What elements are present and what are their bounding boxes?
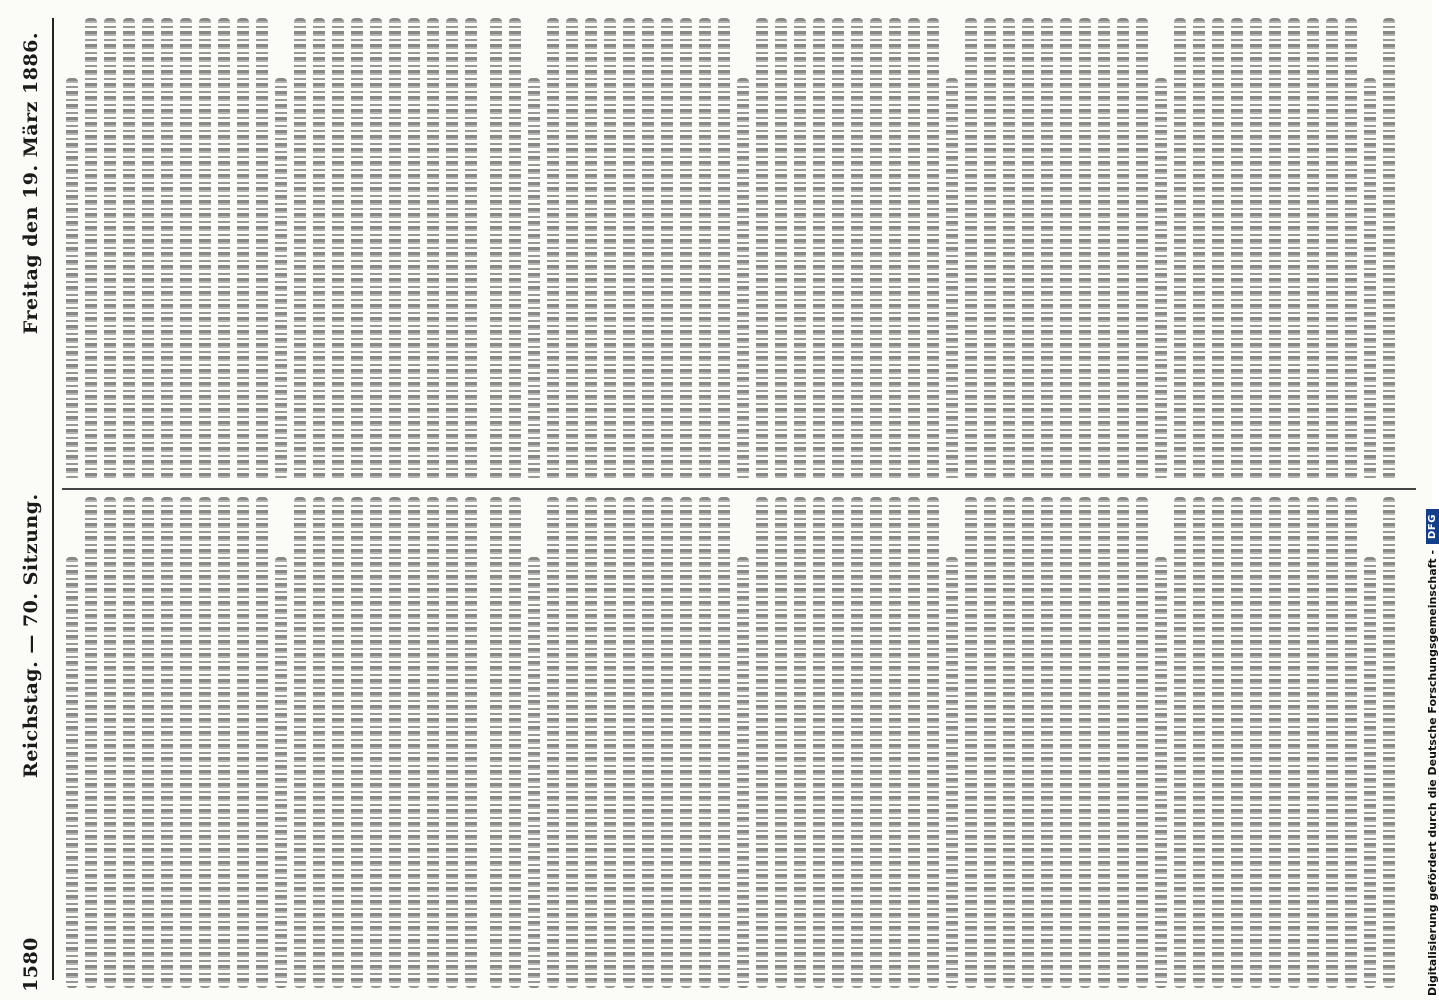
digitization-credit (1426, 0, 1439, 996)
text-line (642, 18, 654, 480)
text-line (832, 18, 844, 480)
text-line (294, 18, 306, 480)
text-line (256, 18, 268, 480)
text-line (161, 18, 173, 480)
text-line (1288, 18, 1300, 480)
text-line (585, 18, 597, 480)
text-line (1193, 18, 1205, 480)
text-line (180, 497, 192, 988)
text-line (427, 497, 439, 988)
text-line (775, 497, 787, 988)
text-line (1345, 18, 1357, 480)
text-line (1212, 497, 1224, 988)
text-line (927, 18, 939, 480)
session-title: Reichstag. — 70. Sitzung. (20, 493, 42, 778)
text-line (446, 18, 458, 480)
text-line (218, 497, 230, 988)
text-line (275, 557, 287, 988)
text-line (1117, 18, 1129, 480)
text-line (984, 497, 996, 988)
text-line (142, 18, 154, 480)
session-date: Freitag den 19. März 1886. (20, 32, 42, 335)
text-line (775, 18, 787, 480)
text-line (737, 78, 749, 480)
text-line (313, 497, 325, 988)
text-line (889, 18, 901, 480)
text-line (85, 497, 97, 988)
text-line (927, 497, 939, 988)
text-line (908, 18, 920, 480)
text-line (218, 18, 230, 480)
text-line (1174, 18, 1186, 480)
text-line (1345, 497, 1357, 988)
text-line (490, 18, 502, 480)
text-line (1364, 78, 1376, 480)
text-line (446, 497, 458, 988)
text-line (1212, 18, 1224, 480)
text-line (1041, 497, 1053, 988)
text-line (813, 497, 825, 988)
text-line (661, 18, 673, 480)
text-line (851, 497, 863, 988)
text-line (1098, 497, 1110, 988)
text-line (1098, 18, 1110, 480)
text-line (528, 78, 540, 480)
text-line (680, 497, 692, 988)
text-line (509, 18, 521, 480)
text-line (528, 557, 540, 988)
text-line (351, 18, 363, 480)
text-line (199, 18, 211, 480)
text-line (370, 497, 382, 988)
text-line (718, 497, 730, 988)
text-line (1307, 18, 1319, 480)
text-line (1155, 557, 1167, 988)
text-line (408, 497, 420, 988)
text-line (813, 18, 825, 480)
text-line (1117, 497, 1129, 988)
text-line (870, 497, 882, 988)
text-line (1288, 497, 1300, 988)
text-line (1060, 497, 1072, 988)
credit-text: Digitalisierung gefördert durch die Deutsche Forschungsgemeinschaft - (1426, 549, 1439, 996)
text-line (1364, 557, 1376, 988)
text-line (889, 497, 901, 988)
text-line (680, 18, 692, 480)
text-line (1079, 18, 1091, 480)
text-line (1155, 78, 1167, 480)
text-line (180, 18, 192, 480)
text-line (1174, 497, 1186, 988)
text-line (1003, 18, 1015, 480)
text-line (465, 18, 477, 480)
text-line (699, 18, 711, 480)
text-line (66, 557, 78, 988)
text-line (490, 497, 502, 988)
text-line (408, 18, 420, 480)
text-line (389, 18, 401, 480)
text-line (465, 497, 477, 988)
text-line (756, 497, 768, 988)
text-line (237, 18, 249, 480)
text-line (623, 18, 635, 480)
text-line (389, 497, 401, 988)
text-line (123, 497, 135, 988)
text-line (1136, 497, 1148, 988)
text-line (870, 18, 882, 480)
text-line (1250, 497, 1262, 988)
text-line (370, 18, 382, 480)
text-line (104, 18, 116, 480)
text-line (1041, 18, 1053, 480)
text-line (547, 497, 559, 988)
text-line (718, 18, 730, 480)
text-line (332, 497, 344, 988)
text-line (1383, 497, 1395, 988)
text-line (946, 78, 958, 480)
text-line (1269, 18, 1281, 480)
text-line (1307, 497, 1319, 988)
text-line (851, 18, 863, 480)
text-line (237, 497, 249, 988)
text-line (585, 497, 597, 988)
text-line (1003, 497, 1015, 988)
text-line (1250, 18, 1262, 480)
text-line (1383, 18, 1395, 480)
dfg-logo: DFG (1426, 509, 1439, 544)
text-line (509, 497, 521, 988)
text-line (1193, 497, 1205, 988)
page-number: 1580 (20, 937, 42, 992)
text-line (604, 18, 616, 480)
text-line (604, 497, 616, 988)
text-line (1269, 497, 1281, 988)
text-line (908, 497, 920, 988)
text-line (199, 497, 211, 988)
text-line (566, 18, 578, 480)
text-line (1231, 497, 1243, 988)
text-line (1326, 497, 1338, 988)
text-line (661, 497, 673, 988)
text-line (1079, 497, 1091, 988)
text-line (351, 497, 363, 988)
text-line (332, 18, 344, 480)
text-line (1060, 18, 1072, 480)
text-line (275, 78, 287, 480)
text-line (161, 497, 173, 988)
text-line (123, 18, 135, 480)
text-line (85, 18, 97, 480)
text-line (737, 557, 749, 988)
text-line (984, 18, 996, 480)
text-line (66, 78, 78, 480)
text-line (313, 18, 325, 480)
text-line (427, 18, 439, 480)
text-line (1136, 18, 1148, 480)
text-line (256, 497, 268, 988)
text-line (794, 18, 806, 480)
text-line (965, 18, 977, 480)
text-line (832, 497, 844, 988)
text-line (965, 497, 977, 988)
text-line (1326, 18, 1338, 480)
text-line (1022, 18, 1034, 480)
text-line (104, 497, 116, 988)
text-line (1022, 497, 1034, 988)
text-line (294, 497, 306, 988)
text-line (547, 18, 559, 480)
text-line (794, 497, 806, 988)
text-line (142, 497, 154, 988)
text-line (1231, 18, 1243, 480)
text-line (756, 18, 768, 480)
text-line (642, 497, 654, 988)
text-line (566, 497, 578, 988)
text-line (946, 557, 958, 988)
text-line (699, 497, 711, 988)
text-line (623, 497, 635, 988)
